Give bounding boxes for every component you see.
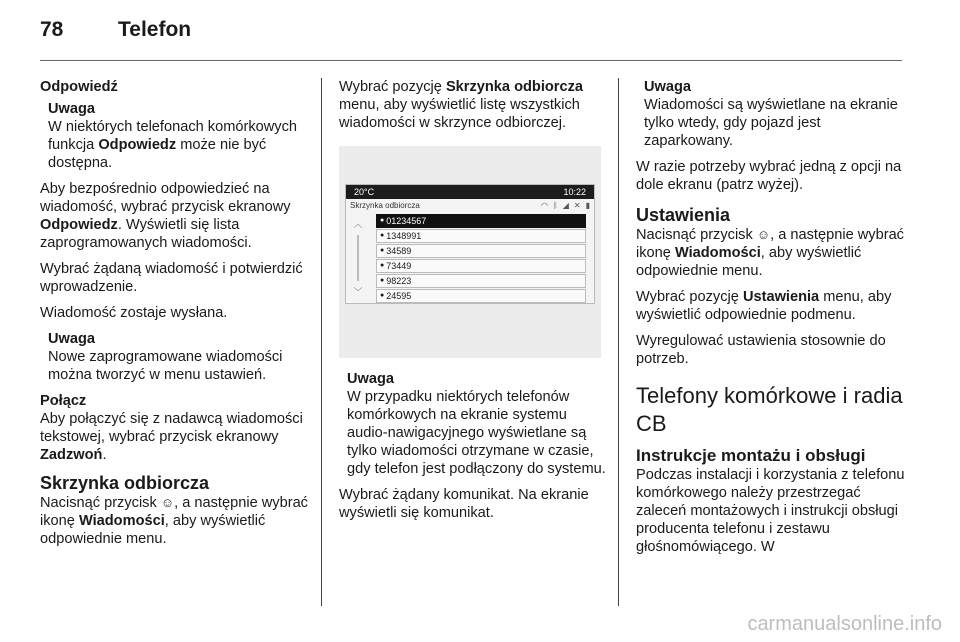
install-heading: Instrukcje montażu i obsługi bbox=[636, 446, 866, 465]
paragraph: Wybrać żądaną wiadomość i potwierdzić wprowadzenie. bbox=[40, 261, 303, 295]
bold-text: Wiadomości bbox=[78, 513, 165, 529]
infotainment-screen bbox=[345, 184, 595, 304]
battery-icon: ▮ bbox=[585, 201, 590, 210]
message-icon: ● bbox=[380, 232, 385, 239]
message-number: 73449 bbox=[386, 261, 412, 271]
temperature: 20°C bbox=[354, 187, 375, 197]
message-number: 01234567 bbox=[386, 216, 427, 226]
message-list bbox=[376, 214, 586, 304]
message-icon: ● bbox=[380, 277, 385, 284]
note-title: Uwaga bbox=[48, 101, 96, 117]
note-text: Wiadomości są wyświetlane na ekranie tylko wtedy, gdy pojazd jest zaparkowany. bbox=[644, 97, 898, 149]
header-rule bbox=[40, 60, 902, 61]
bold-text: Skrzynka odbiorcza bbox=[445, 79, 584, 95]
note-text: W przypadku niektórych telefonów komórkowych na ekranie systemu audio-nawigacyjnego wyświetlane są tylko wiadomości otrzymane w czasie, gdy telefon jest podłączony do systemu. bbox=[347, 389, 606, 477]
message-icon: ● bbox=[380, 292, 385, 299]
screen-title: Skrzynka odbiorcza bbox=[350, 201, 420, 210]
message-number: 24595 bbox=[386, 291, 412, 301]
screen-title-bar bbox=[346, 199, 594, 213]
message-row[interactable] bbox=[376, 214, 586, 228]
note-block bbox=[339, 370, 607, 478]
message-row[interactable] bbox=[376, 289, 586, 303]
column-divider bbox=[618, 78, 619, 606]
scrollbar[interactable] bbox=[352, 215, 364, 301]
message-row[interactable] bbox=[376, 229, 586, 243]
message-row[interactable] bbox=[376, 259, 586, 273]
screen-body bbox=[346, 213, 594, 303]
paragraph bbox=[339, 78, 607, 132]
column-middle bbox=[339, 78, 607, 530]
text: Aby połączyć się z nadawcą wiadomości tekstowej, wybrać przycisk ekranowy bbox=[40, 411, 303, 445]
settings-heading: Ustawienia bbox=[636, 205, 731, 225]
paragraph bbox=[40, 494, 310, 548]
note-block bbox=[40, 330, 310, 384]
phone-icon: ☺ bbox=[756, 227, 771, 242]
text: . bbox=[102, 447, 107, 463]
chevron-up-icon[interactable]: ︿ bbox=[353, 219, 363, 229]
page-number: 78 bbox=[40, 18, 64, 41]
bold-text: Ustawienia bbox=[742, 289, 820, 305]
note-bold: Odpowiedz bbox=[98, 137, 177, 153]
text: . Wyświetli się lista zaprogramowanych wiadomości. bbox=[40, 217, 252, 251]
reply-heading: Odpowiedź bbox=[40, 79, 118, 95]
bluetooth-icon: ᛒ bbox=[552, 201, 558, 210]
cb-heading: Telefony komórkowe i radia CB bbox=[636, 383, 903, 436]
message-icon: ● bbox=[380, 262, 385, 269]
note-block bbox=[40, 100, 310, 172]
paragraph: Wybrać żądany komunikat. Na ekranie wyświetli się komunikat. bbox=[339, 487, 589, 521]
chevron-down-icon[interactable]: ﹀ bbox=[353, 287, 363, 297]
bold-text: Odpowiedz bbox=[40, 217, 118, 233]
text: menu, aby wyświetlić odpowiednie podmenu. bbox=[636, 289, 892, 323]
text: , aby wyświetlić odpowiednie menu. bbox=[40, 513, 266, 547]
page-header bbox=[40, 18, 191, 48]
message-number: 98223 bbox=[386, 276, 412, 286]
paragraph bbox=[40, 410, 310, 464]
note-title: Uwaga bbox=[347, 371, 395, 387]
paragraph: Wyregulować ustawienia stosownie do potrzeb. bbox=[636, 333, 886, 367]
signal-icon: ◢ bbox=[562, 201, 569, 210]
bold-text: Wiadomości bbox=[674, 245, 761, 261]
paragraph: W razie potrzeby wybrać jedną z opcji na dole ekranu (patrz wyżej). bbox=[636, 159, 902, 193]
message-number: 1348991 bbox=[386, 231, 422, 241]
mute-icon: ✕ bbox=[573, 201, 581, 210]
column-divider bbox=[321, 78, 322, 606]
scroll-track bbox=[357, 235, 359, 281]
bold-text: Zadzwoń bbox=[40, 447, 103, 463]
text: Wybrać pozycję bbox=[339, 79, 442, 95]
note-text: może nie być dostępna. bbox=[48, 137, 267, 171]
column-left bbox=[40, 78, 310, 556]
message-number: 34589 bbox=[386, 246, 412, 256]
note-block bbox=[636, 78, 906, 150]
watermark: carmanualsonline.info bbox=[747, 613, 942, 635]
text: , a następnie wybrać ikonę bbox=[636, 227, 904, 261]
paragraph bbox=[40, 180, 310, 252]
text: , a następnie wybrać ikonę bbox=[40, 495, 308, 529]
wifi-icon: ◠ bbox=[540, 201, 548, 210]
screen-figure bbox=[339, 146, 601, 358]
column-right bbox=[636, 78, 906, 564]
text: menu, aby wyświetlić listę wszystkich wiadomości w skrzynce odbiorczej. bbox=[339, 97, 580, 131]
text: Aby bezpośrednio odpowiedzieć na wiadomość, wybrać przycisk ekranowy bbox=[40, 181, 291, 215]
paragraph: Wiadomość zostaje wysłana. bbox=[40, 305, 228, 321]
note-text: Nowe zaprogramowane wiadomości można tworzyć w menu ustawień. bbox=[48, 349, 283, 383]
message-row[interactable] bbox=[376, 274, 586, 288]
note-title: Uwaga bbox=[48, 331, 96, 347]
phone-icon: ☺ bbox=[160, 495, 175, 510]
note-title: Uwaga bbox=[644, 79, 692, 95]
message-icon: ● bbox=[380, 217, 385, 224]
paragraph bbox=[636, 226, 906, 280]
text: , aby wyświetlić odpowiednie menu. bbox=[636, 245, 862, 279]
paragraph bbox=[636, 288, 906, 324]
message-row[interactable] bbox=[376, 244, 586, 258]
paragraph: Podczas instalacji i korzystania z telefonu komórkowego należy przestrzegać zaleceń montażowych i instrukcji obsługi producenta telefonu i zestawu głośnomówiącego. W bbox=[636, 467, 905, 555]
text: Nacisnąć przycisk bbox=[40, 495, 157, 511]
section-title: Telefon bbox=[118, 18, 192, 41]
text: Wybrać pozycję bbox=[636, 289, 739, 305]
text: Nacisnąć przycisk bbox=[636, 227, 753, 243]
connect-heading: Połącz bbox=[40, 393, 87, 409]
message-icon: ● bbox=[380, 247, 385, 254]
clock: 10:22 bbox=[563, 187, 586, 197]
inbox-heading: Skrzynka odbiorcza bbox=[40, 473, 210, 493]
note-text: W niektórych telefonach komórkowych funkcja bbox=[48, 119, 298, 153]
